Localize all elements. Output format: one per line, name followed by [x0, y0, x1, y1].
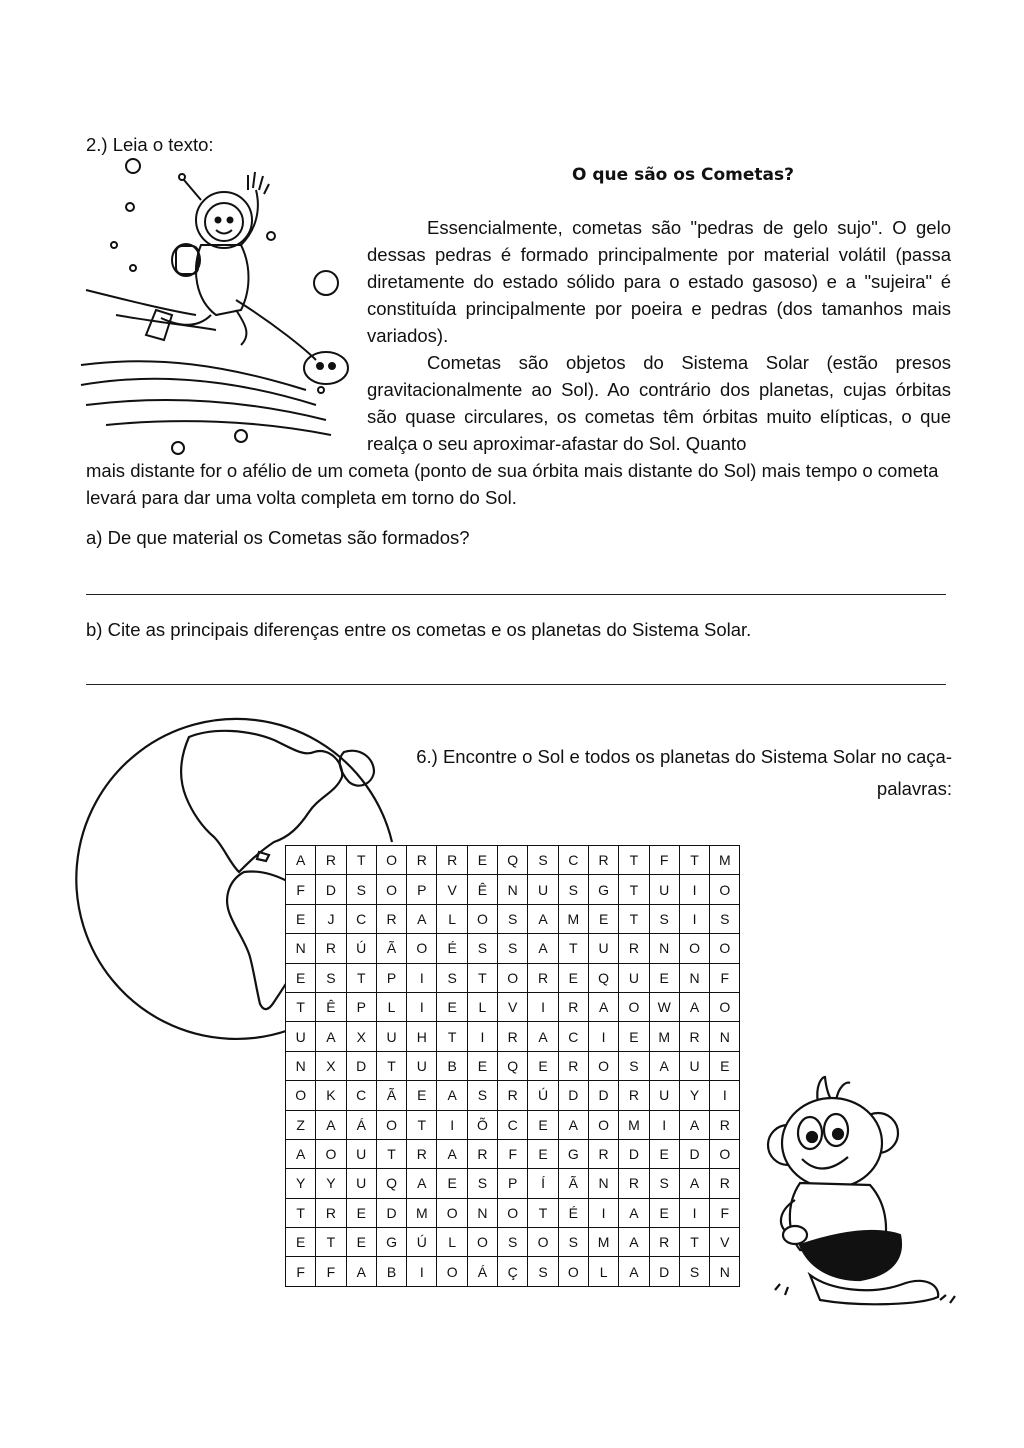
grid-row: [286, 1051, 740, 1080]
grid-cell[interactable]: I: [588, 1198, 618, 1227]
grid-cell[interactable]: E: [286, 904, 316, 933]
grid-cell[interactable]: F: [286, 1257, 316, 1286]
grid-cell[interactable]: I: [437, 1110, 467, 1139]
grid-cell[interactable]: O: [407, 934, 437, 963]
grid-cell[interactable]: A: [619, 1228, 649, 1257]
grid-cell[interactable]: S: [710, 904, 740, 933]
grid-cell[interactable]: Ã: [376, 934, 406, 963]
grid-cell[interactable]: D: [558, 1081, 588, 1110]
grid-cell[interactable]: C: [558, 1022, 588, 1051]
grid-cell[interactable]: S: [498, 934, 528, 963]
grid-row: [286, 963, 740, 992]
grid-cell[interactable]: L: [437, 904, 467, 933]
article-paragraph-1: Essencialmente, cometas são "pedras de gelo sujo". O gelo dessas pedras é formado principalmente por material volátil (passa diretamente do estado sólido para o estado gasoso) e a "sujeira" é constituída principalmente por poeira e pedras (dos tamanhos mais variados).: [367, 217, 951, 346]
grid-cell[interactable]: E: [346, 1228, 376, 1257]
grid-cell[interactable]: E: [649, 1139, 679, 1168]
grid-cell[interactable]: O: [286, 1081, 316, 1110]
grid-cell[interactable]: Y: [286, 1169, 316, 1198]
grid-cell[interactable]: A: [558, 1110, 588, 1139]
grid-cell[interactable]: Q: [498, 846, 528, 875]
grid-cell[interactable]: R: [316, 1198, 346, 1227]
grid-cell[interactable]: R: [710, 1110, 740, 1139]
grid-cell[interactable]: Ã: [376, 1081, 406, 1110]
grid-cell[interactable]: E: [437, 992, 467, 1021]
grid-cell[interactable]: R: [558, 1051, 588, 1080]
grid-cell[interactable]: D: [649, 1257, 679, 1286]
grid-cell[interactable]: C: [346, 1081, 376, 1110]
grid-cell[interactable]: R: [498, 1081, 528, 1110]
grid-cell[interactable]: E: [437, 1169, 467, 1198]
grid-cell[interactable]: O: [376, 875, 406, 904]
grid-cell[interactable]: R: [467, 1139, 497, 1168]
grid-cell[interactable]: E: [286, 963, 316, 992]
grid-cell[interactable]: S: [316, 963, 346, 992]
grid-cell[interactable]: E: [286, 1228, 316, 1257]
grid-cell[interactable]: S: [649, 1169, 679, 1198]
grid-cell[interactable]: R: [437, 846, 467, 875]
grid-cell[interactable]: I: [679, 875, 709, 904]
grid-cell[interactable]: A: [437, 1081, 467, 1110]
grid-cell[interactable]: T: [316, 1228, 346, 1257]
grid-cell[interactable]: L: [437, 1228, 467, 1257]
grid-cell[interactable]: Ú: [346, 934, 376, 963]
grid-cell[interactable]: U: [679, 1051, 709, 1080]
grid-cell[interactable]: T: [558, 934, 588, 963]
grid-cell[interactable]: T: [679, 1228, 709, 1257]
grid-cell[interactable]: P: [498, 1169, 528, 1198]
grid-cell[interactable]: B: [376, 1257, 406, 1286]
grid-cell[interactable]: U: [528, 875, 558, 904]
grid-cell[interactable]: J: [316, 904, 346, 933]
grid-cell[interactable]: O: [710, 1139, 740, 1168]
grid-cell[interactable]: O: [437, 1257, 467, 1286]
grid-cell[interactable]: R: [649, 1228, 679, 1257]
question-2-label: 2.) Leia o texto:: [86, 134, 214, 155]
grid-cell[interactable]: E: [588, 904, 618, 933]
grid-cell[interactable]: H: [407, 1022, 437, 1051]
grid-cell[interactable]: N: [710, 1022, 740, 1051]
grid-cell[interactable]: G: [558, 1139, 588, 1168]
grid-cell[interactable]: E: [467, 846, 497, 875]
question-a: a) De que material os Cometas são formados?: [86, 527, 470, 548]
question-b: b) Cite as principais diferenças entre os cometas e os planetas do Sistema Solar.: [86, 619, 752, 640]
grid-cell[interactable]: L: [588, 1257, 618, 1286]
grid-cell[interactable]: D: [679, 1139, 709, 1168]
grid-cell[interactable]: A: [528, 934, 558, 963]
grid-cell[interactable]: R: [407, 1139, 437, 1168]
boy-illustration: [740, 1075, 970, 1315]
grid-cell[interactable]: Í: [528, 1169, 558, 1198]
grid-cell[interactable]: S: [649, 904, 679, 933]
grid-cell[interactable]: O: [558, 1257, 588, 1286]
grid-cell[interactable]: A: [679, 1169, 709, 1198]
grid-cell[interactable]: Ê: [316, 992, 346, 1021]
grid-cell[interactable]: E: [528, 1139, 558, 1168]
article-title: O que são os Cometas?: [572, 165, 794, 185]
grid-cell[interactable]: T: [376, 1051, 406, 1080]
grid-cell[interactable]: R: [619, 934, 649, 963]
grid-cell[interactable]: T: [346, 963, 376, 992]
grid-cell[interactable]: T: [286, 992, 316, 1021]
grid-cell[interactable]: O: [376, 1110, 406, 1139]
grid-cell[interactable]: I: [679, 904, 709, 933]
grid-cell[interactable]: M: [619, 1110, 649, 1139]
grid-cell[interactable]: É: [437, 934, 467, 963]
grid-cell[interactable]: N: [498, 875, 528, 904]
grid-cell[interactable]: Á: [467, 1257, 497, 1286]
grid-cell[interactable]: I: [679, 1198, 709, 1227]
grid-cell[interactable]: R: [316, 934, 346, 963]
grid-cell[interactable]: O: [619, 992, 649, 1021]
grid-cell[interactable]: D: [346, 1051, 376, 1080]
grid-cell[interactable]: A: [437, 1139, 467, 1168]
grid-cell[interactable]: A: [316, 1022, 346, 1051]
grid-cell[interactable]: O: [467, 904, 497, 933]
grid-cell[interactable]: I: [649, 1110, 679, 1139]
grid-cell[interactable]: I: [407, 1257, 437, 1286]
grid-cell[interactable]: T: [286, 1198, 316, 1227]
grid-row: [286, 934, 740, 963]
grid-cell[interactable]: T: [346, 846, 376, 875]
grid-cell[interactable]: M: [649, 1022, 679, 1051]
grid-cell[interactable]: I: [407, 963, 437, 992]
grid-cell[interactable]: S: [467, 934, 497, 963]
grid-cell[interactable]: E: [710, 1051, 740, 1080]
grid-cell[interactable]: R: [558, 992, 588, 1021]
grid-cell[interactable]: A: [316, 1110, 346, 1139]
grid-cell[interactable]: O: [498, 1198, 528, 1227]
grid-cell[interactable]: S: [467, 1169, 497, 1198]
grid-row: [286, 1198, 740, 1227]
grid-cell[interactable]: O: [528, 1228, 558, 1257]
grid-cell[interactable]: É: [558, 1198, 588, 1227]
grid-cell[interactable]: T: [619, 875, 649, 904]
grid-cell[interactable]: N: [710, 1257, 740, 1286]
grid-cell[interactable]: R: [407, 846, 437, 875]
grid-cell[interactable]: N: [467, 1198, 497, 1227]
grid-cell[interactable]: S: [679, 1257, 709, 1286]
grid-cell[interactable]: A: [407, 1169, 437, 1198]
grid-cell[interactable]: S: [558, 875, 588, 904]
grid-cell[interactable]: T: [619, 904, 649, 933]
grid-cell[interactable]: E: [528, 1110, 558, 1139]
grid-cell[interactable]: A: [588, 992, 618, 1021]
grid-cell[interactable]: E: [346, 1198, 376, 1227]
grid-cell[interactable]: N: [649, 934, 679, 963]
grid-cell[interactable]: L: [376, 992, 406, 1021]
grid-cell[interactable]: O: [588, 1110, 618, 1139]
grid-cell[interactable]: I: [467, 1022, 497, 1051]
grid-cell[interactable]: O: [467, 1228, 497, 1257]
grid-cell[interactable]: F: [710, 963, 740, 992]
grid-cell[interactable]: F: [316, 1257, 346, 1286]
grid-cell[interactable]: R: [498, 1022, 528, 1051]
grid-cell[interactable]: R: [316, 846, 346, 875]
grid-cell[interactable]: U: [286, 1022, 316, 1051]
grid-cell[interactable]: O: [710, 934, 740, 963]
grid-cell[interactable]: U: [407, 1051, 437, 1080]
grid-cell[interactable]: T: [528, 1198, 558, 1227]
grid-cell[interactable]: E: [407, 1081, 437, 1110]
grid-cell[interactable]: Q: [498, 1051, 528, 1080]
grid-cell[interactable]: N: [588, 1169, 618, 1198]
grid-cell[interactable]: N: [679, 963, 709, 992]
grid-cell[interactable]: B: [437, 1051, 467, 1080]
grid-cell[interactable]: T: [619, 846, 649, 875]
grid-cell[interactable]: M: [407, 1198, 437, 1227]
grid-cell[interactable]: C: [346, 904, 376, 933]
grid-cell[interactable]: I: [588, 1022, 618, 1051]
grid-cell[interactable]: O: [710, 875, 740, 904]
grid-cell[interactable]: U: [346, 1169, 376, 1198]
grid-cell[interactable]: M: [710, 846, 740, 875]
grid-cell[interactable]: R: [619, 1169, 649, 1198]
grid-cell[interactable]: D: [619, 1139, 649, 1168]
answer-line-b[interactable]: [86, 684, 946, 685]
grid-cell[interactable]: T: [467, 963, 497, 992]
grid-cell[interactable]: Õ: [467, 1110, 497, 1139]
grid-cell[interactable]: S: [498, 904, 528, 933]
grid-cell[interactable]: U: [649, 875, 679, 904]
grid-cell[interactable]: U: [376, 1022, 406, 1051]
grid-cell[interactable]: T: [437, 1022, 467, 1051]
grid-cell[interactable]: S: [528, 1257, 558, 1286]
grid-cell[interactable]: D: [316, 875, 346, 904]
answer-line-a[interactable]: [86, 594, 946, 595]
grid-cell[interactable]: V: [710, 1228, 740, 1257]
grid-cell[interactable]: K: [316, 1081, 346, 1110]
grid-cell[interactable]: X: [346, 1022, 376, 1051]
grid-row: [286, 846, 740, 875]
grid-cell[interactable]: O: [588, 1051, 618, 1080]
grid-cell[interactable]: A: [619, 1198, 649, 1227]
grid-cell[interactable]: Á: [346, 1110, 376, 1139]
grid-cell[interactable]: G: [376, 1228, 406, 1257]
grid-cell[interactable]: O: [498, 963, 528, 992]
grid-cell[interactable]: Y: [316, 1169, 346, 1198]
grid-cell[interactable]: A: [649, 1051, 679, 1080]
grid-cell[interactable]: R: [710, 1169, 740, 1198]
grid-cell[interactable]: O: [376, 846, 406, 875]
grid-cell[interactable]: O: [316, 1139, 346, 1168]
grid-cell[interactable]: W: [649, 992, 679, 1021]
grid-cell[interactable]: O: [437, 1198, 467, 1227]
grid-row: [286, 1110, 740, 1139]
grid-cell[interactable]: R: [376, 904, 406, 933]
grid-cell[interactable]: X: [316, 1051, 346, 1080]
grid-cell[interactable]: F: [649, 846, 679, 875]
grid-cell[interactable]: L: [467, 992, 497, 1021]
grid-cell[interactable]: E: [558, 963, 588, 992]
grid-cell[interactable]: S: [558, 1228, 588, 1257]
grid-cell[interactable]: S: [437, 963, 467, 992]
grid-cell[interactable]: U: [588, 934, 618, 963]
grid-row: [286, 1169, 740, 1198]
grid-cell[interactable]: S: [346, 875, 376, 904]
grid-cell[interactable]: O: [679, 934, 709, 963]
grid-row: [286, 904, 740, 933]
grid-cell[interactable]: U: [619, 963, 649, 992]
word-search-grid: [285, 845, 740, 1287]
grid-cell[interactable]: A: [286, 846, 316, 875]
grid-cell[interactable]: V: [437, 875, 467, 904]
grid-cell[interactable]: F: [286, 875, 316, 904]
grid-cell[interactable]: Q: [376, 1169, 406, 1198]
grid-row: [286, 1081, 740, 1110]
grid-cell[interactable]: I: [528, 992, 558, 1021]
grid-cell[interactable]: R: [619, 1081, 649, 1110]
grid-cell[interactable]: G: [588, 875, 618, 904]
grid-cell[interactable]: F: [498, 1139, 528, 1168]
question-6-prompt: 6.) Encontre o Sol e todos os planetas do Sistema Solar no caça-palavras:: [416, 746, 952, 799]
grid-cell[interactable]: Z: [286, 1110, 316, 1139]
grid-cell[interactable]: S: [498, 1228, 528, 1257]
grid-cell[interactable]: N: [286, 1051, 316, 1080]
grid-cell[interactable]: Ú: [528, 1081, 558, 1110]
grid-cell[interactable]: U: [649, 1081, 679, 1110]
grid-cell[interactable]: A: [407, 904, 437, 933]
grid-cell[interactable]: Ã: [558, 1169, 588, 1198]
grid-cell[interactable]: A: [286, 1139, 316, 1168]
article-paragraph-2-continued: mais distante for o afélio de um cometa (ponto de sua órbita mais distante do Sol) mais tempo o cometa levará para dar uma volta completa em torno do Sol.: [86, 460, 939, 508]
grid-cell[interactable]: T: [679, 846, 709, 875]
grid-row: [286, 992, 740, 1021]
grid-cell[interactable]: S: [528, 846, 558, 875]
grid-cell[interactable]: D: [588, 1081, 618, 1110]
grid-cell[interactable]: S: [467, 1081, 497, 1110]
grid-cell[interactable]: C: [558, 846, 588, 875]
grid-row: [286, 875, 740, 904]
grid-row: [286, 1139, 740, 1168]
grid-cell[interactable]: T: [376, 1139, 406, 1168]
grid-cell[interactable]: O: [710, 992, 740, 1021]
grid-cell[interactable]: Ú: [407, 1228, 437, 1257]
grid-cell[interactable]: A: [528, 904, 558, 933]
article-paragraph-2: Cometas são objetos do Sistema Solar (estão presos gravitacionalmente ao Sol). Ao contrário dos planetas, cujas órbitas são quase circulares, os cometas têm órbitas muito elípticas, o que realça o seu aproximar-afastar do Sol. Quanto: [367, 352, 951, 454]
grid-cell[interactable]: F: [710, 1198, 740, 1227]
grid-row: [286, 1228, 740, 1257]
grid-cell[interactable]: N: [286, 934, 316, 963]
grid-cell[interactable]: P: [407, 875, 437, 904]
grid-cell[interactable]: I: [407, 992, 437, 1021]
grid-cell[interactable]: M: [558, 904, 588, 933]
grid-cell[interactable]: U: [346, 1139, 376, 1168]
grid-cell[interactable]: R: [588, 846, 618, 875]
grid-cell[interactable]: E: [467, 1051, 497, 1080]
grid-cell[interactable]: Y: [679, 1081, 709, 1110]
grid-cell[interactable]: Ç: [498, 1257, 528, 1286]
grid-cell[interactable]: E: [619, 1022, 649, 1051]
grid-cell[interactable]: A: [619, 1257, 649, 1286]
grid-cell[interactable]: R: [528, 963, 558, 992]
grid-cell[interactable]: P: [346, 992, 376, 1021]
grid-cell[interactable]: E: [528, 1051, 558, 1080]
grid-cell[interactable]: M: [588, 1228, 618, 1257]
grid-cell[interactable]: I: [710, 1081, 740, 1110]
grid-cell[interactable]: R: [588, 1139, 618, 1168]
grid-cell[interactable]: Ê: [467, 875, 497, 904]
grid-cell[interactable]: D: [376, 1198, 406, 1227]
grid-cell[interactable]: E: [649, 963, 679, 992]
grid-cell[interactable]: R: [679, 1022, 709, 1051]
grid-cell[interactable]: A: [346, 1257, 376, 1286]
astronaut-comet-illustration: [76, 150, 366, 460]
grid-cell[interactable]: A: [679, 1110, 709, 1139]
grid-cell[interactable]: A: [679, 992, 709, 1021]
grid-cell[interactable]: A: [528, 1022, 558, 1051]
grid-row: [286, 1257, 740, 1286]
grid-cell[interactable]: P: [376, 963, 406, 992]
grid-cell[interactable]: T: [407, 1110, 437, 1139]
grid-cell[interactable]: Q: [588, 963, 618, 992]
grid-cell[interactable]: S: [619, 1051, 649, 1080]
grid-row: [286, 1022, 740, 1051]
grid-cell[interactable]: E: [649, 1198, 679, 1227]
grid-cell[interactable]: C: [498, 1110, 528, 1139]
grid-cell[interactable]: V: [498, 992, 528, 1021]
